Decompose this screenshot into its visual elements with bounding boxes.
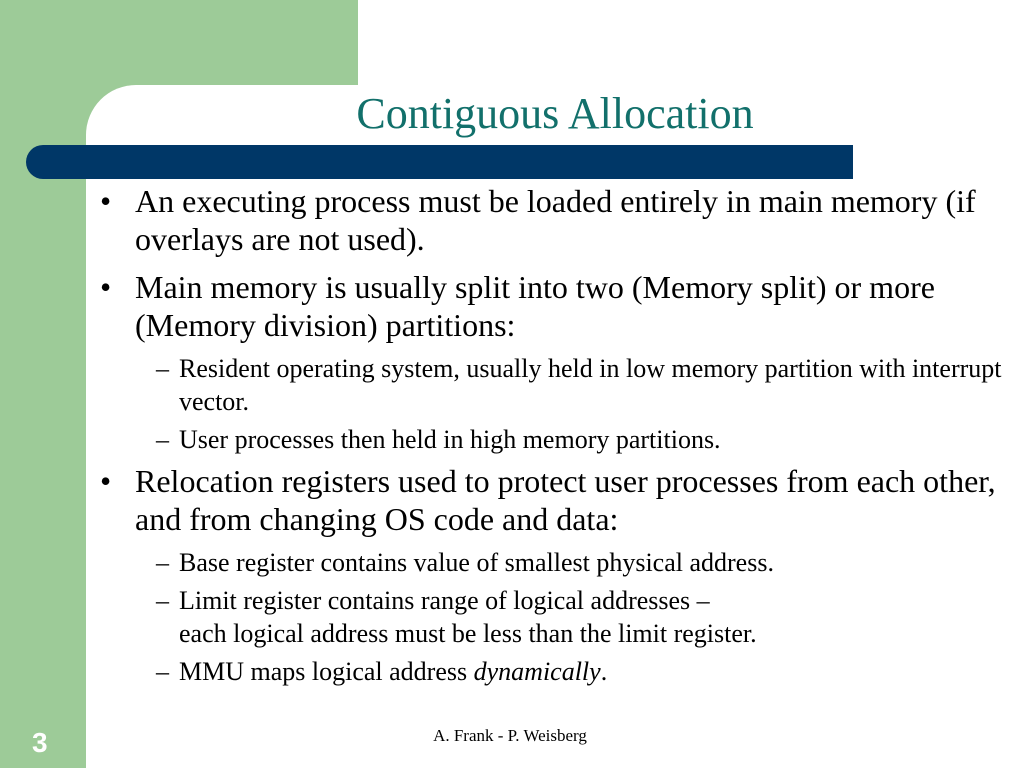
sub-bullet-text: Resident operating system, usually held in low memory partition with interrupt vector. xyxy=(179,354,1002,416)
dash-marker: – xyxy=(156,354,169,383)
slide-title: Contiguous Allocation xyxy=(356,89,754,138)
bullet-item xyxy=(100,182,1015,258)
sub-bullet-text: MMU maps logical address xyxy=(179,657,474,686)
title-underline-bar xyxy=(26,145,853,179)
sub-bullet-list xyxy=(100,352,1015,456)
sub-bullet-item xyxy=(100,655,1015,688)
sub-bullet-list xyxy=(100,546,1015,688)
sub-bullet-text: Base register contains value of smallest physical address. xyxy=(179,548,774,577)
sub-bullet-text-line2: each logical address must be less than the limit register. xyxy=(179,619,757,648)
dash-marker: – xyxy=(156,657,169,686)
sub-bullet-item xyxy=(100,584,1015,650)
bullet-marker: • xyxy=(100,183,112,219)
bullet-item xyxy=(100,268,1015,344)
sub-bullet-text: User processes then held in high memory partitions. xyxy=(179,425,721,454)
sub-bullet-item xyxy=(100,546,1015,579)
sub-bullet-item xyxy=(100,423,1015,456)
bullet-item xyxy=(100,462,1015,538)
bullet-marker: • xyxy=(100,463,112,499)
page-number: 3 xyxy=(32,727,48,758)
dash-marker: – xyxy=(156,425,169,454)
dash-marker: – xyxy=(156,548,169,577)
emphasis-text: dynamically xyxy=(473,657,601,686)
bullet-text: Main memory is usually split into two (Memory split) or more (Memory division) partitions: xyxy=(135,269,935,343)
bullet-marker: • xyxy=(100,269,112,305)
sub-bullet-text-line1: Limit register contains range of logical addresses – xyxy=(179,586,710,615)
footer-credit: A. Frank - P. Weisberg xyxy=(433,726,587,745)
bullet-list xyxy=(100,182,1015,694)
bullet-text: Relocation registers used to protect user processes from each other, and from changing OS code and data: xyxy=(135,463,996,537)
sub-bullet-item xyxy=(100,352,1015,418)
bullet-text: An executing process must be loaded entirely in main memory (if overlays are not used). xyxy=(135,183,976,257)
sub-bullet-text-end: . xyxy=(600,657,608,686)
dash-marker: – xyxy=(156,586,169,615)
